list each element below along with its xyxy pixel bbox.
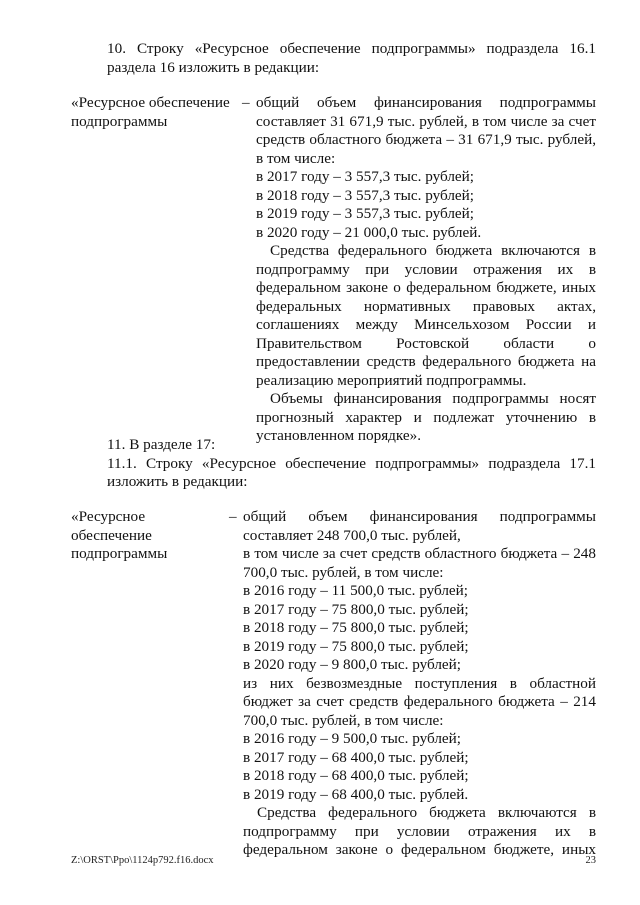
year-line: в 2020 году – 9 800,0 тыс. рублей; xyxy=(243,656,461,673)
resource-row-17-1 xyxy=(71,508,596,858)
footer-file-path: Z:\ORST\Ppo\1124p792.f16.docx xyxy=(71,855,214,866)
fed-year-line: в 2016 году – 9 500,0 тыс. рублей; xyxy=(243,730,461,747)
fed-year-line: в 2018 году – 68 400,0 тыс. рублей; xyxy=(243,767,469,784)
fed-year-line: в 2019 году – 68 400,0 тыс. рублей. xyxy=(243,785,469,803)
federal-funds-text: Средства федерального бюджета включаются в подпрограмму при условии отражения их в федеральном законе о федеральном бюджете, иных федеральных нормативных правовых актах, соглашениях между Минсельхозом России и Правительством Ростовской области о предоставлении средств федерального бюджета на реализацию мероприятий подпрограммы. xyxy=(256,242,596,389)
paragraph-10-text: 10. Строку «Ресурсное обеспечение подпрограммы» подраздела 16.1 раздела 16 изложить в редакции: xyxy=(107,40,596,76)
funding-intro: общий объем финансирования подпрограммы составляет 31 671,9 тыс. рублей, в том числе за счет средств областного бюджета – 31 671,9 тыс. рублей, в том числе: xyxy=(256,94,596,167)
year-line: в 2016 году – 11 500,0 тыс. рублей; xyxy=(243,582,469,599)
row-label: «Ресурсное обеспечение подпрограммы xyxy=(71,508,168,562)
resource-row-16-1 xyxy=(71,94,596,444)
paragraph-11-heading: 11. В разделе 17: xyxy=(107,436,216,453)
regional-budget-text: в том числе за счет средств областного бюджета – 248 700,0 тыс. рублей, в том числе: xyxy=(243,545,596,581)
year-line: в 2019 году – 75 800,0 тыс. рублей; xyxy=(243,637,469,655)
dash: – xyxy=(229,508,237,525)
paragraph-11 xyxy=(71,436,596,492)
row-label: «Ресурсное обеспечение подпрограммы xyxy=(71,94,230,130)
fed-year-line: в 2017 году – 68 400,0 тыс. рублей; xyxy=(243,748,469,766)
year-line: в 2018 году – 3 557,3 тыс. рублей; xyxy=(256,186,474,204)
federal-funds-text: Средства федерального бюджета включаются в подпрограмму при условии отражения их в федеральном законе о федеральном бюджете, иных xyxy=(243,804,596,858)
gratis-receipts-text: из них безвозмездные поступления в областной бюджет за счет средств федерального бюджета – 214 700,0 тыс. рублей, в том числе: xyxy=(243,674,596,729)
year-line: в 2018 году – 75 800,0 тыс. рублей; xyxy=(243,619,469,636)
row-content xyxy=(243,508,596,860)
page-number: 23 xyxy=(585,855,596,866)
paragraph-11-1-text: 11.1. Строку «Ресурсное обеспечение подпрограммы» подраздела 17.1 изложить в редакции: xyxy=(107,454,596,490)
funding-intro: общий объем финансирования подпрограммы составляет 248 700,0 тыс. рублей, xyxy=(243,508,596,544)
year-line: в 2019 году – 3 557,3 тыс. рублей; xyxy=(256,205,474,222)
volumes-text: Объемы финансирования подпрограммы носят прогнозный характер и подлежат уточнению в установленном порядке». xyxy=(256,390,596,444)
year-line: в 2017 году – 75 800,0 тыс. рублей; xyxy=(243,600,469,618)
year-line: в 2017 году – 3 557,3 тыс. рублей; xyxy=(256,168,474,185)
year-line: в 2020 году – 21 000,0 тыс. рублей. xyxy=(256,223,482,241)
paragraph-10 xyxy=(71,40,596,77)
dash: – xyxy=(242,94,250,111)
row-content xyxy=(256,94,596,446)
